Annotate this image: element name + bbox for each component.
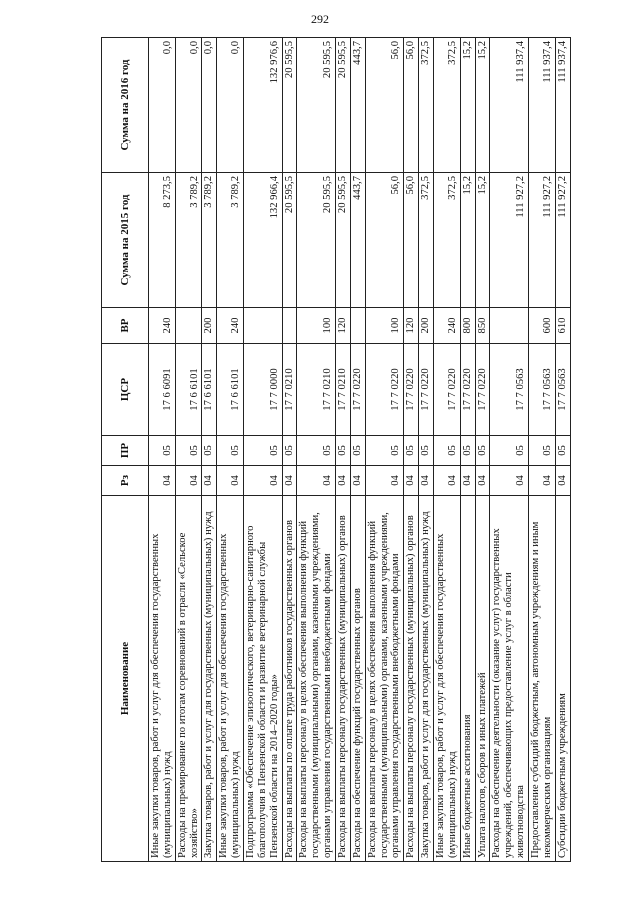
cell-csr: 17 7 0220 — [434, 344, 461, 436]
cell-pr: 05 — [175, 436, 202, 466]
cell-vr: 600 — [529, 308, 556, 344]
cell-name: Закупка товаров, работ и услуг для государственных (муниципальных) нужд — [202, 496, 217, 862]
cell-pr: 05 — [202, 436, 217, 466]
cell-name: Расходы на премирование по итогам соревнований в отрасли «Сельское хозяйство» — [175, 496, 202, 862]
table-row — [282, 38, 297, 862]
header-rz: Рз — [102, 466, 149, 496]
cell-pr: 05 — [460, 436, 475, 466]
cell-rz: 04 — [529, 466, 556, 496]
cell-rz: 04 — [202, 466, 217, 496]
table-row — [149, 38, 176, 862]
cell-pr: 05 — [475, 436, 490, 466]
cell-rz: 04 — [282, 466, 297, 496]
cell-sum-2015: 15,2 — [460, 173, 475, 308]
cell-name: Предоставление субсидий бюджетным, автономным учреждениям и иным некоммерческим организациям — [529, 496, 556, 862]
cell-sum-2015: 56,0 — [404, 173, 419, 308]
cell-sum-2015: 56,0 — [365, 173, 404, 308]
cell-csr: 17 6 6101 — [217, 344, 244, 436]
cell-name: Расходы на выплаты персоналу в целях обеспечения выполнения функций государственными (муниципальными) органами, казенными учреждениями, органами управления государственными внебюджетными фондами — [297, 496, 336, 862]
cell-vr: 850 — [475, 308, 490, 344]
cell-name: Закупка товаров, работ и услуг для государственных (муниципальных) нужд — [419, 496, 434, 862]
cell-rz: 04 — [217, 466, 244, 496]
cell-rz: 04 — [297, 466, 336, 496]
cell-csr: 17 7 0563 — [490, 344, 529, 436]
cell-vr: 200 — [419, 308, 434, 344]
cell-pr: 05 — [350, 436, 365, 466]
table-row — [217, 38, 244, 862]
cell-csr: 17 6 6101 — [202, 344, 217, 436]
table-row — [475, 38, 490, 862]
cell-vr — [282, 308, 297, 344]
cell-rz: 04 — [434, 466, 461, 496]
cell-sum-2016: 20 595,5 — [282, 38, 297, 173]
cell-vr — [490, 308, 529, 344]
table-row — [244, 38, 283, 862]
cell-sum-2016: 372,5 — [434, 38, 461, 173]
cell-csr: 17 7 0563 — [529, 344, 556, 436]
cell-pr: 05 — [297, 436, 336, 466]
cell-pr: 05 — [419, 436, 434, 466]
header-vr: ВР — [102, 308, 149, 344]
cell-sum-2016: 0,0 — [202, 38, 217, 173]
cell-vr: 240 — [434, 308, 461, 344]
cell-vr: 120 — [336, 308, 351, 344]
table-row — [434, 38, 461, 862]
table-row — [460, 38, 475, 862]
cell-csr: 17 7 0220 — [404, 344, 419, 436]
cell-name: Расходы на выплаты персоналу в целях обеспечения выполнения функций государственными (муниципальными) органами, казенными учреждениями, органами управления государственными внебюджетными фондами — [365, 496, 404, 862]
cell-sum-2016: 111 937,4 — [555, 38, 570, 173]
cell-rz: 04 — [490, 466, 529, 496]
cell-name: Расходы на выплаты по оплате труда работников государственных органов — [282, 496, 297, 862]
cell-sum-2015: 372,5 — [434, 173, 461, 308]
cell-vr — [175, 308, 202, 344]
cell-sum-2016: 15,2 — [460, 38, 475, 173]
cell-csr: 17 7 0220 — [419, 344, 434, 436]
cell-sum-2015: 20 595,5 — [297, 173, 336, 308]
cell-sum-2015: 20 595,5 — [282, 173, 297, 308]
cell-csr: 17 7 0563 — [555, 344, 570, 436]
table-row — [404, 38, 419, 862]
cell-sum-2015: 3 789,2 — [175, 173, 202, 308]
header-pr: ПР — [102, 436, 149, 466]
cell-pr: 05 — [434, 436, 461, 466]
budget-table — [101, 37, 571, 862]
cell-sum-2015: 3 789,2 — [217, 173, 244, 308]
table-row — [490, 38, 529, 862]
cell-sum-2015: 132 966,4 — [244, 173, 283, 308]
cell-rz: 04 — [475, 466, 490, 496]
page-number: 292 — [311, 12, 329, 26]
cell-name: Иные закупки товаров, работ и услуг для обеспечения государственных (муниципальных) нужд — [434, 496, 461, 862]
table-body — [149, 38, 571, 862]
cell-vr: 100 — [297, 308, 336, 344]
table-row — [175, 38, 202, 862]
cell-sum-2016: 111 937,4 — [529, 38, 556, 173]
cell-vr: 100 — [365, 308, 404, 344]
cell-sum-2015: 20 595,5 — [336, 173, 351, 308]
cell-vr — [244, 308, 283, 344]
table-row — [297, 38, 336, 862]
header-sum-2016: Сумма на 2016 год — [102, 38, 149, 173]
cell-rz: 04 — [404, 466, 419, 496]
budget-table-sheet — [101, 38, 568, 862]
cell-vr: 120 — [404, 308, 419, 344]
cell-csr: 17 7 0210 — [336, 344, 351, 436]
cell-vr: 240 — [149, 308, 176, 344]
cell-sum-2016: 56,0 — [404, 38, 419, 173]
cell-pr: 05 — [365, 436, 404, 466]
header-name: Наименование — [102, 496, 149, 862]
cell-sum-2016: 111 937,4 — [490, 38, 529, 173]
cell-name: Иные закупки товаров, работ и услуг для обеспечения государственных (муниципальных) нужд — [217, 496, 244, 862]
cell-vr — [350, 308, 365, 344]
table-row — [336, 38, 351, 862]
cell-vr: 610 — [555, 308, 570, 344]
cell-sum-2016: 372,5 — [419, 38, 434, 173]
cell-rz: 04 — [244, 466, 283, 496]
cell-sum-2016: 0,0 — [175, 38, 202, 173]
cell-sum-2015: 15,2 — [475, 173, 490, 308]
cell-sum-2015: 8 273,5 — [149, 173, 176, 308]
cell-csr: 17 7 0210 — [297, 344, 336, 436]
table-row — [419, 38, 434, 862]
cell-name: Субсидии бюджетным учреждениям — [555, 496, 570, 862]
cell-sum-2016: 56,0 — [365, 38, 404, 173]
cell-pr: 05 — [490, 436, 529, 466]
cell-sum-2016: 0,0 — [217, 38, 244, 173]
cell-sum-2016: 15,2 — [475, 38, 490, 173]
cell-csr: 17 6 6091 — [149, 344, 176, 436]
cell-sum-2015: 111 927,2 — [555, 173, 570, 308]
table-row — [350, 38, 365, 862]
cell-sum-2015: 111 927,2 — [529, 173, 556, 308]
table-row — [555, 38, 570, 862]
cell-sum-2016: 0,0 — [149, 38, 176, 173]
cell-pr: 05 — [529, 436, 556, 466]
cell-pr: 05 — [404, 436, 419, 466]
cell-csr: 17 7 0220 — [460, 344, 475, 436]
cell-sum-2016: 132 976,6 — [244, 38, 283, 173]
cell-name: Иные закупки товаров, работ и услуг для обеспечения государственных (муниципальных) нужд — [149, 496, 176, 862]
cell-pr: 05 — [149, 436, 176, 466]
cell-sum-2016: 20 595,5 — [336, 38, 351, 173]
cell-csr: 17 7 0210 — [282, 344, 297, 436]
cell-pr: 05 — [217, 436, 244, 466]
cell-rz: 04 — [350, 466, 365, 496]
table-header-row — [102, 38, 149, 862]
cell-rz: 04 — [175, 466, 202, 496]
cell-csr: 17 7 0220 — [475, 344, 490, 436]
cell-vr: 240 — [217, 308, 244, 344]
cell-name: Иные бюджетные ассигнования — [460, 496, 475, 862]
cell-name: Расходы на выплаты персоналу государственных (муниципальных) органов — [404, 496, 419, 862]
cell-pr: 05 — [555, 436, 570, 466]
cell-rz: 04 — [365, 466, 404, 496]
cell-vr: 200 — [202, 308, 217, 344]
cell-pr: 05 — [244, 436, 283, 466]
cell-sum-2015: 111 927,2 — [490, 173, 529, 308]
cell-rz: 04 — [149, 466, 176, 496]
header-csr: ЦСР — [102, 344, 149, 436]
cell-sum-2015: 3 789,2 — [202, 173, 217, 308]
cell-csr: 17 7 0000 — [244, 344, 283, 436]
cell-sum-2016: 443,7 — [350, 38, 365, 173]
cell-csr: 17 6 6101 — [175, 344, 202, 436]
cell-csr: 17 7 0220 — [365, 344, 404, 436]
cell-name: Подпрограмма «Обеспечение эпизоотического, ветеринарно-санитарного благополучия в Пензенской области и развитие ветеринарной службы Пензенской области на 2014–2020 годы» — [244, 496, 283, 862]
cell-name: Расходы на выплаты персоналу государственных (муниципальных) органов — [336, 496, 351, 862]
table-row — [529, 38, 556, 862]
cell-csr: 17 7 0220 — [350, 344, 365, 436]
table-row — [202, 38, 217, 862]
cell-name: Расходы на обеспечение деятельности (оказание услуг) государственных учреждений, обеспечивающих предоставление услуг в области животноводства — [490, 496, 529, 862]
cell-pr: 05 — [282, 436, 297, 466]
cell-name: Уплата налогов, сборов и иных платежей — [475, 496, 490, 862]
cell-rz: 04 — [336, 466, 351, 496]
cell-sum-2016: 20 595,5 — [297, 38, 336, 173]
cell-rz: 04 — [419, 466, 434, 496]
cell-vr: 800 — [460, 308, 475, 344]
header-sum-2015: Сумма на 2015 год — [102, 173, 149, 308]
table-row — [365, 38, 404, 862]
cell-sum-2015: 443,7 — [350, 173, 365, 308]
cell-pr: 05 — [336, 436, 351, 466]
cell-name: Расходы на обеспечение функций государственных органов — [350, 496, 365, 862]
cell-sum-2015: 372,5 — [419, 173, 434, 308]
cell-rz: 04 — [460, 466, 475, 496]
cell-rz: 04 — [555, 466, 570, 496]
